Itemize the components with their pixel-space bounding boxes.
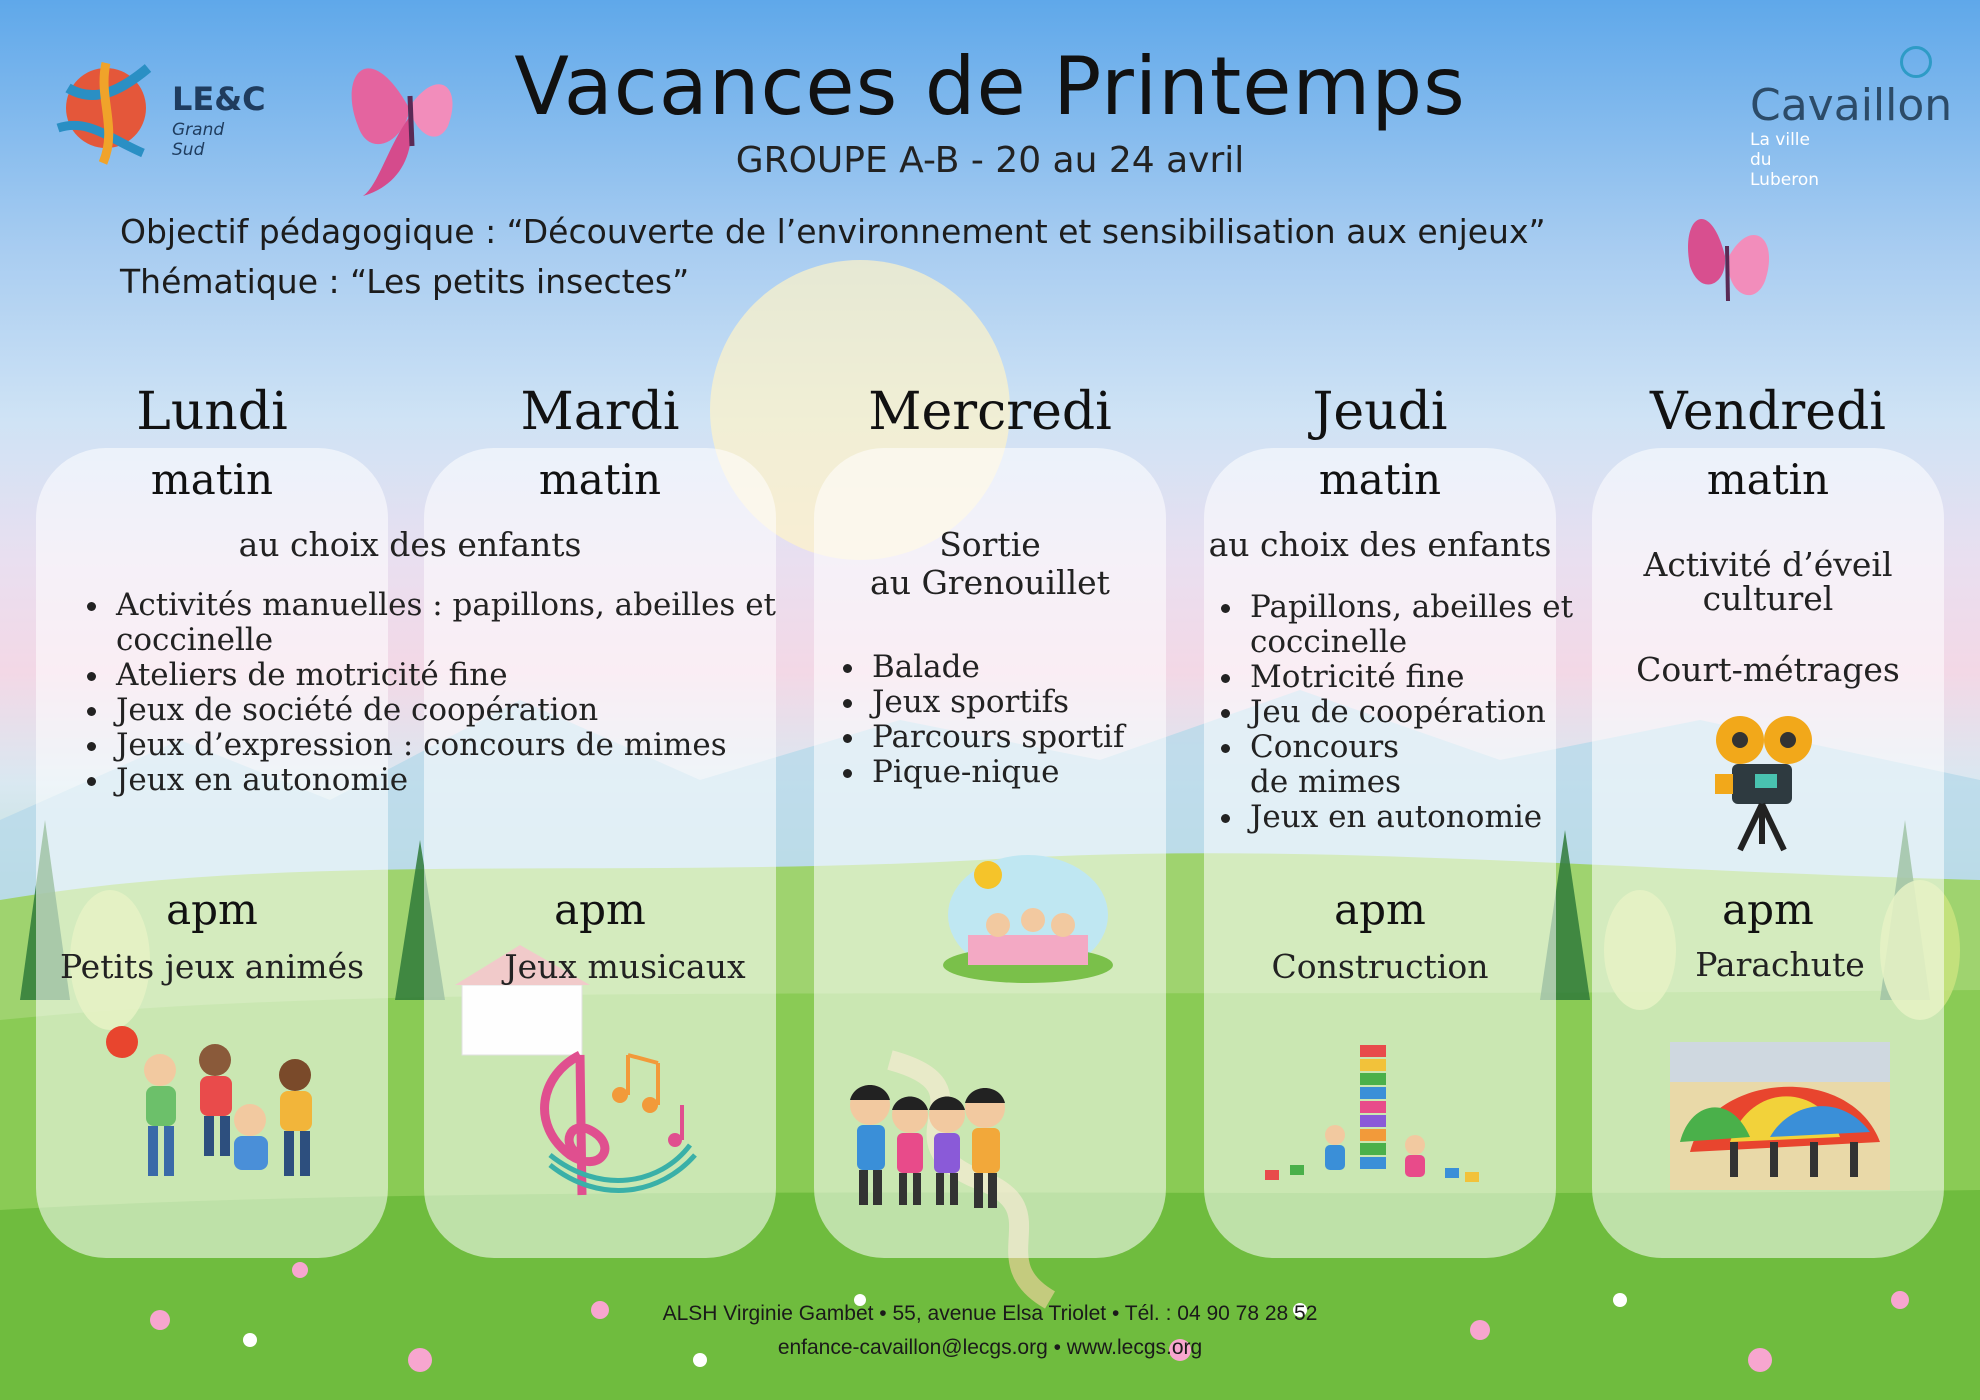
afternoon-activity-vendredi: Parachute [1695, 945, 1865, 984]
list-item: • Jeux en autonomie [1246, 800, 1576, 835]
building-blocks-icon [1255, 1040, 1485, 1190]
list-item: • Activités manuelles : papillons, abeilles et coccinelle [112, 588, 812, 658]
morning-heading-mercredi-line1: Sortie [939, 525, 1041, 564]
morning-label-mardi: matin [538, 455, 662, 504]
footer-address: ALSH Virginie Gambet • 55, avenue Elsa Triolet • Tél. : 04 90 78 28 52 [662, 1302, 1318, 1325]
film-projector-icon [1710, 712, 1820, 852]
list-item: • Parcours sportif [868, 720, 1188, 755]
list-item: • Jeux de société de coopération [112, 693, 812, 728]
morning-activity-vendredi-line2: culturel [1702, 579, 1834, 618]
cavaillon-logo-subtitle: La ville du Luberon [1750, 130, 1819, 190]
list-item: • Papillons, abeilles et coccinelle [1246, 590, 1576, 660]
afternoon-label-lundi: apm [166, 885, 258, 934]
list-item: • Balade [868, 650, 1188, 685]
morning-heading-mercredi-line2: au Grenouillet [870, 563, 1110, 602]
day-title-jeudi: Jeudi [1312, 382, 1448, 442]
list-item: • Jeux sportifs [868, 685, 1188, 720]
morning-label-lundi: matin [150, 455, 274, 504]
morning-activity-vendredi-line1: Activité d’éveil [1643, 545, 1893, 584]
morning-activities-jeudi [1216, 590, 1576, 835]
morning-heading-lundi-mardi: au choix des enfants [238, 525, 582, 564]
list-item: • Jeux d’expression : concours de mimes [112, 728, 812, 763]
morning-activity-vendredi-line3: Court-métrages [1636, 650, 1900, 689]
afternoon-activity-lundi: Petits jeux animés [59, 947, 365, 986]
day-title-vendredi: Vendredi [1650, 382, 1886, 442]
list-item: • Jeux en autonomie [112, 763, 812, 798]
morning-activities-lundi-mardi [82, 588, 812, 798]
kids-walking-icon [835, 1070, 1015, 1220]
morning-label-vendredi: matin [1706, 455, 1830, 504]
page-title: Vacances de Printemps [514, 40, 1466, 133]
list-item: • Concours de mimes [1246, 730, 1440, 800]
afternoon-activity-jeudi: Construction [1271, 947, 1489, 986]
list-item: • Ateliers de motricité fine [112, 658, 812, 693]
afternoon-label-jeudi: apm [1334, 885, 1426, 934]
butterfly-right-icon [1670, 196, 1790, 326]
lec-logo-subtitle: Grand Sud [172, 120, 225, 160]
picnic-icon [938, 845, 1118, 1005]
cavaillon-logo-name: Cavaillon [1750, 80, 1953, 131]
day-title-mardi: Mardi [520, 382, 680, 442]
morning-activities-mercredi [838, 650, 1188, 790]
pedagogical-objective: Objectif pédagogique : “Découverte de l’environnement et sensibilisation aux enjeux” [120, 212, 1546, 251]
footer-contact: enfance-cavaillon@lecgs.org • www.lecgs.org [777, 1336, 1203, 1359]
afternoon-label-vendredi: apm [1722, 885, 1814, 934]
music-notes-icon [510, 1035, 700, 1205]
kids-playing-ball-icon [100, 1020, 340, 1200]
lec-logo-name: LE&C [172, 80, 266, 118]
afternoon-activity-mardi: Jeux musicaux [504, 947, 746, 986]
day-title-lundi: Lundi [136, 382, 288, 442]
morning-heading-jeudi: au choix des enfants [1208, 525, 1552, 564]
theme: Thématique : “Les petits insectes” [120, 262, 690, 301]
day-title-mercredi: Mercredi [868, 382, 1112, 442]
afternoon-label-mardi: apm [554, 885, 646, 934]
list-item: • Pique-nique [868, 755, 1188, 790]
list-item: • Motricité fine [1246, 660, 1576, 695]
list-item: • Jeu de coopération [1246, 695, 1576, 730]
parachute-photo [1670, 1042, 1890, 1190]
morning-label-jeudi: matin [1318, 455, 1442, 504]
group-dates: GROUPE A-B - 20 au 24 avril [735, 140, 1245, 181]
